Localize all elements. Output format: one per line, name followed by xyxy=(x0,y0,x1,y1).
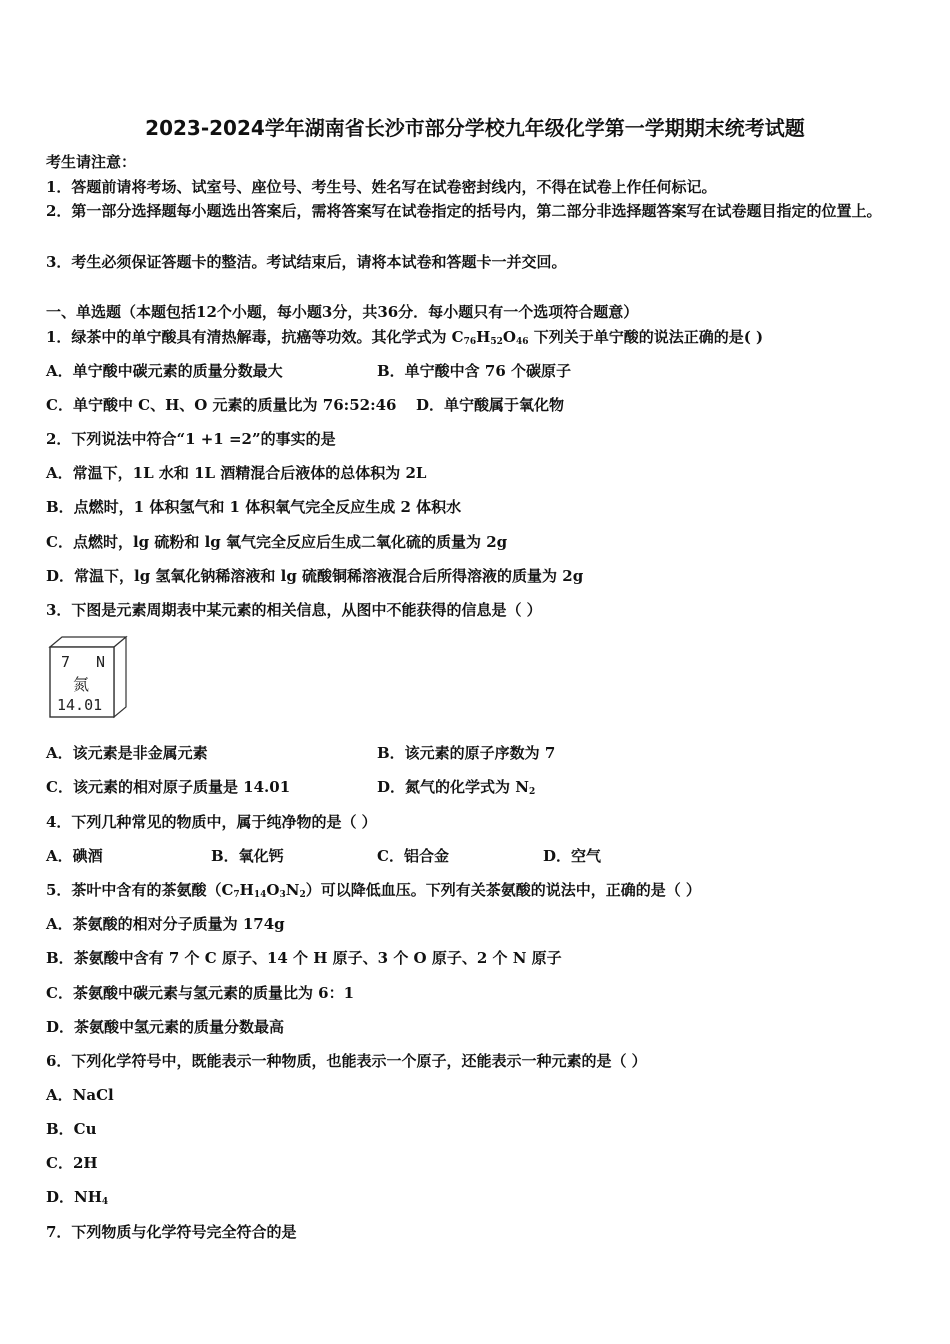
tile-element-name: 氮 xyxy=(73,675,90,694)
q3-option-a: A．该元素是非金属元素 xyxy=(46,744,208,762)
notice-item-3: 3．考生必须保证答题卡的整洁。考试结束后，请将本试卷和答题卡一并交回。 xyxy=(46,253,567,271)
tile-atomic-mass: 14.01 xyxy=(57,696,103,714)
q1-stem: 1．绿茶中的单宁酸具有清热解毒，抗癌等功效。其化学式为 $C_{76}H_{52}O_{46}$ 下列关于单宁酸的说法正确的是( ) xyxy=(46,328,764,347)
q2-stem: 2．下列说法中符合“1 +1 =2”的事实的是 xyxy=(46,430,336,448)
q4-option-a: A．碘酒 xyxy=(46,847,103,865)
q6-option-c: C．2H xyxy=(46,1154,98,1172)
q6-option-d: D．$NH_4$ xyxy=(46,1188,109,1207)
q2-option-d: D．常温下，lg 氢氧化钠稀溶液和 lg 硫酸铜稀溶液混合后所得溶液的质量为 2g xyxy=(46,567,584,585)
q5-option-b: B．茶氨酸中含有 7 个 C 原子、14 个 H 原子、3 个 O 原子、2 个 N 原子 xyxy=(46,949,562,967)
q1-option-d: D．单宁酸属于氧化物 xyxy=(416,396,565,414)
q5-option-a: A．茶氨酸的相对分子质量为 174g xyxy=(46,915,285,933)
section-heading: 一、单选题（本题包括12个小题，每小题3分，共36分．每小题只有一个选项符合题意） xyxy=(46,303,639,321)
tile-symbol: N xyxy=(96,653,106,671)
periodic-table-tile xyxy=(44,633,130,719)
q3-stem: 3．下图是元素周期表中某元素的相关信息，从图中不能获得的信息是（ ） xyxy=(46,601,542,619)
q4-option-c: C．铝合金 xyxy=(377,847,449,865)
q4-stem: 4．下列几种常见的物质中，属于纯净物的是（ ） xyxy=(46,813,377,831)
q5-option-d: D．茶氨酸中氢元素的质量分数最高 xyxy=(46,1018,285,1036)
notice-item-2: 2．第一部分选择题每小题选出答案后，需将答案写在试卷指定的括号内，第二部分非选择题答案写在试卷题目指定的位置上。 xyxy=(46,202,882,220)
q6-option-b: B．Cu xyxy=(46,1120,97,1138)
notice-heading: 考生请注意： xyxy=(46,153,137,171)
q1-option-c: C．单宁酸中 C、H、O 元素的质量比为 76:52:46 xyxy=(46,396,397,414)
q2-option-c: C．点燃时，lg 硫粉和 lg 氧气完全反应后生成二氧化硫的质量为 2g xyxy=(46,533,508,551)
page-title: 2023-2024学年湖南省长沙市部分学校九年级化学第一学期期末统考试题 xyxy=(145,116,805,140)
q4-option-b: B．氧化钙 xyxy=(211,847,284,865)
q1-option-a: A．单宁酸中碳元素的质量分数最大 xyxy=(46,362,283,380)
tile-atomic-number: 7 xyxy=(61,653,71,671)
q3-option-b: B．该元素的原子序数为 7 xyxy=(377,744,556,762)
notice-item-1: 1．答题前请将考场、试室号、座位号、考生号、姓名写在试卷密封线内，不得在试卷上作任何标记。 xyxy=(46,178,717,196)
q3-option-c: C．该元素的相对原子质量是 14.01 xyxy=(46,778,291,796)
q7-stem: 7．下列物质与化学符号完全符合的是 xyxy=(46,1223,297,1241)
q3-option-d: D．氮气的化学式为 $N_2$ xyxy=(377,778,536,797)
q5-option-c: C．茶氨酸中碳元素与氢元素的质量比为 6：1 xyxy=(46,984,355,1002)
q6-stem: 6．下列化学符号中，既能表示一种物质，也能表示一个原子，还能表示一种元素的是（ ） xyxy=(46,1052,647,1070)
q6-option-a: A．NaCl xyxy=(46,1086,114,1104)
q4-option-d: D．空气 xyxy=(543,847,602,865)
q2-option-a: A．常温下，1L 水和 1L 酒精混合后液体的总体积为 2L xyxy=(46,464,427,482)
q2-option-b: B．点燃时，1 体积氢气和 1 体积氧气完全反应生成 2 体积水 xyxy=(46,498,462,516)
q1-option-b: B．单宁酸中含 76 个碳原子 xyxy=(377,362,571,380)
q5-stem: 5．茶叶中含有的茶氨酸$(C_7H_{14}O_3N_2)$可以降低血压。下列有关茶氨酸的说法中，正确的是（ ） xyxy=(46,881,701,900)
